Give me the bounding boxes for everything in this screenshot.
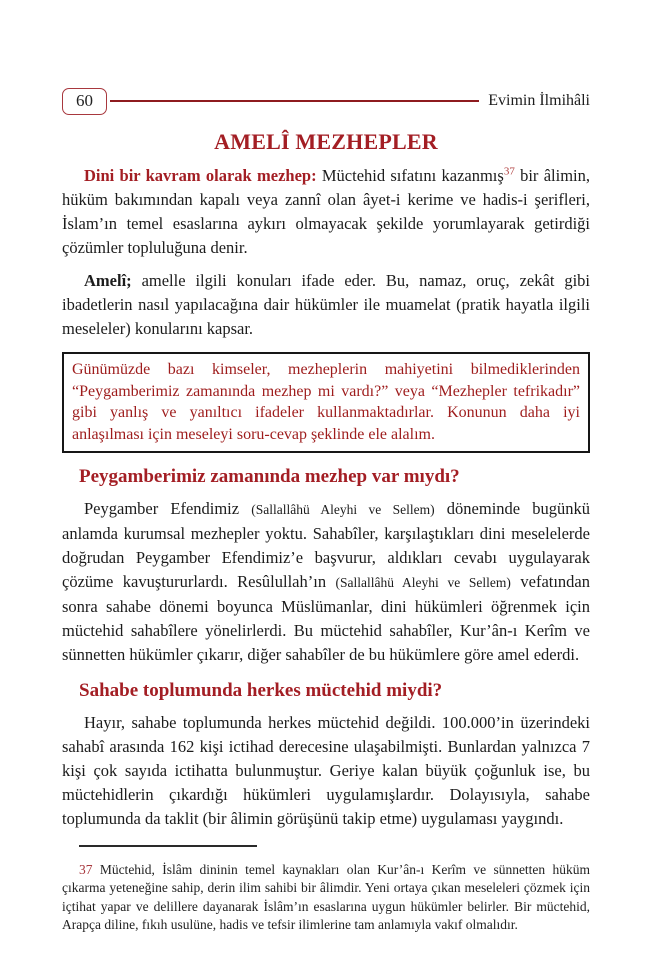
salawat-inline: (Sallallâhü Aleyhi ve Sellem) <box>335 575 511 590</box>
header-rule <box>110 100 479 102</box>
paragraph-text: vefatından sonra sahabe dönemi boyunca Müslümanlar, dini hükümleri öğrenmek için müctehid sahabîlere yönelirlerdi. Bu müctehid sahabîler, Kur’ân-ı Kerîm ve sünnetten hükümler çıkarır, diğer sahabîler de bu hükümlere göre amel ederdi. <box>62 572 591 664</box>
footnote-reference: 37 <box>503 165 515 178</box>
lead-text-bold: Amelî; <box>84 271 132 290</box>
page-number-box <box>62 88 107 115</box>
footnote-separator <box>79 845 257 847</box>
page-title: AMELÎ MEZHEPLER <box>214 129 438 154</box>
paragraph-ameli <box>62 269 590 341</box>
paragraph-answer1 <box>62 497 590 667</box>
paragraph-text: bir âlimin, hüküm bakımından kapalı veya zannî olan âyet-i kerime ve hadis-i şerifleri, İslam’ın temel esaslarına aykırı olmayacak şekilde yorumlayarak getirdiği çözümler topluluğuna denir. <box>62 166 590 257</box>
paragraph-text: amelle ilgili konuları ifade eder. Bu, namaz, oruç, zekât gibi ibadetlerin nasıl yapılacağına dair hükümler ile muamelat (pratik hayatla ilgili meseleler) konularını kapsar. <box>62 271 590 338</box>
paragraph-text: döneminde bugünkü anlamda kurumsal mezhepler yoktu. Sahabîler, karşılaştıkları dini meselelerde doğrudan Peygamber Efendimiz’e başvurur, aldıkları cevabı uygulayarak çözüme kavuştururlardı. Resûlullah’ın <box>62 499 590 591</box>
footnote-number: 37 <box>79 861 93 877</box>
note-box-text: Günümüzde bazı kimseler, mezheplerin mahiyetini bilmediklerinden “Peygamberimiz zamanında mezhep mi vardı?” veya “Mezhepler tefrikadır” gibi yanlış ve yanıltıcı ifadeler kullanmaktadırlar. Konunun daha iyi anlaşılması için meseleyi soru-cevap şeklinde ele alalım. <box>72 361 580 443</box>
page-header <box>62 86 590 116</box>
paragraph-answer2: Hayır, sahabe toplumunda herkes müctehid değildi. 100.000’in üzerindeki sahabî arasında 162 kişi ictihad derecesine ulaşabilmişti. Bunlardan yalnızca 7 kişi çok sayıda ictihatta bulunmuştur. Geriye kalan büyük çoğunluk ise, bu müctehidlerin çıkardığı hükümleri uygulamışlardır. Dolayısıyla, sahabe toplumunda da taklit (bir âlimin görüşünü takip etme) uygulaması yaygındı. <box>62 713 590 828</box>
section-heading-question2: Sahabe toplumunda herkes müctehid miydi? <box>79 680 443 701</box>
header-title: Evimin İlmihâli <box>488 92 590 109</box>
salawat-inline: (Sallallâhü Aleyhi ve Sellem) <box>251 502 435 517</box>
paragraph-definition <box>62 164 590 260</box>
paragraph-text: Peygamber Efendimiz <box>84 499 252 518</box>
lead-text-red: Dini bir kavram olarak mezhep: <box>84 166 317 185</box>
footnote-text: Müctehid, İslâm dininin temel kaynakları olan Kur’ân-ı Kerîm ve sünnetten hüküm çıkarma yeteneğine sahip, derin ilim sahibi bir âlimdir. Yeni ortaya çıkan meseleleri çözmek için içtihat yapar ve delillere dayanarak İslâm’ın esaslarına uygun hükümler belirler. Bir müctehid, Arapça diline, fıkıh usulüne, hadis ve tefsir ilimlerine tam anlamıyla vakıf olmalıdır. <box>62 861 590 932</box>
footnote <box>62 861 590 935</box>
note-box <box>62 352 590 453</box>
section-heading-question1: Peygamberimiz zamanında mezhep var mıydı? <box>79 466 460 487</box>
page-number: 60 <box>76 90 93 110</box>
paragraph-text: Müctehid sıfatını kazanmış <box>316 166 504 185</box>
